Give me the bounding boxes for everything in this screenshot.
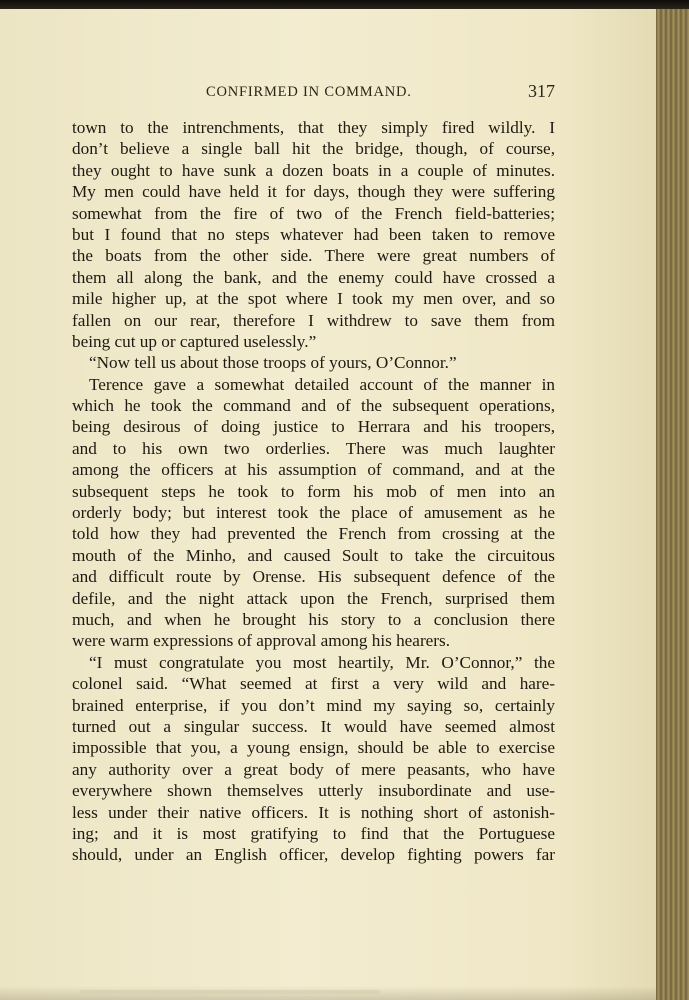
text-line: which he took the command and of the subsequent operations, [72, 396, 555, 416]
text-line: but I found that no steps whatever had been taken to remove [72, 224, 555, 244]
text-line: the boats from the other side. There were great numbers of [72, 246, 555, 266]
text-line: fallen on our rear, therefore I withdrew to save them from [72, 310, 555, 330]
text-line: much, and when he brought his story to a conclusion there [72, 609, 555, 629]
book-bottom-edge [80, 990, 380, 994]
text-line: and to his own two orderlies. There was much laughter [72, 438, 555, 458]
running-head [0, 80, 656, 106]
text-line: subsequent steps he took to form his mob of men into an [72, 481, 555, 501]
running-head-title: CONFIRMED IN COMMAND. [206, 84, 412, 100]
text-line: My men could have held it for days, though they were suffering [72, 182, 555, 202]
text-line: defile, and the night attack upon the French, surprised them [72, 588, 555, 608]
text-line: impossible that you, a young ensign, should be able to exercise [72, 738, 555, 758]
text-line: should, under an English officer, develop fighting powers far [72, 845, 555, 865]
text-line: being cut up or captured uselessly.” [72, 331, 317, 351]
text-line: mile higher up, at the spot where I took my men over, and so [72, 289, 555, 309]
book-fore-edge [656, 9, 689, 1000]
page-number: 317 [528, 81, 555, 101]
text-line: everywhere shown themselves utterly insubordinate and use- [72, 781, 555, 801]
text-line: any authority over a great body of mere peasants, who have [72, 759, 555, 779]
text-line: “Now tell us about those troops of yours, O’Connor.” [89, 353, 457, 373]
text-line: colonel said. “What seemed at first a very wild and hare- [72, 674, 555, 694]
text-line: were warm expressions of approval among his hearers. [72, 631, 450, 651]
book-top-edge [0, 0, 689, 9]
text-line: “I must congratulate you most heartily, Mr. O’Connor,” the [89, 652, 555, 672]
text-line: orderly body; but interest took the place of amusement as he [72, 503, 555, 523]
text-line: them all along the bank, and the enemy could have crossed a [72, 267, 555, 287]
text-line: Terence gave a somewhat detailed account of the manner in [89, 374, 555, 394]
text-line: town to the intrenchments, that they simply fired wildly. I [72, 118, 555, 137]
text-line: among the officers at his assumption of command, and at the [72, 460, 555, 480]
text-line: turned out a singular success. It would have seemed almost [72, 716, 555, 736]
body-text [72, 117, 555, 866]
text-line: brained enterprise, if you don’t mind my saying so, certainly [72, 695, 555, 715]
text-line: somewhat from the fire of two of the French field-batteries; [72, 203, 555, 223]
text-line: don’t believe a single ball hit the bridge, though, of course, [72, 139, 555, 159]
text-line: they ought to have sunk a dozen boats in a couple of minutes. [72, 160, 555, 180]
text-line: and difficult route by Orense. His subsequent defence of the [72, 567, 555, 587]
text-line: told how they had prevented the French from crossing at the [72, 524, 555, 544]
text-line: ing; and it is most gratifying to find that the Portuguese [72, 823, 555, 843]
text-line: less under their native officers. It is nothing short of astonish- [72, 802, 555, 822]
text-line: being desirous of doing justice to Herrara and his troopers, [72, 417, 555, 437]
text-line: mouth of the Minho, and caused Soult to take the circuitous [72, 545, 555, 565]
